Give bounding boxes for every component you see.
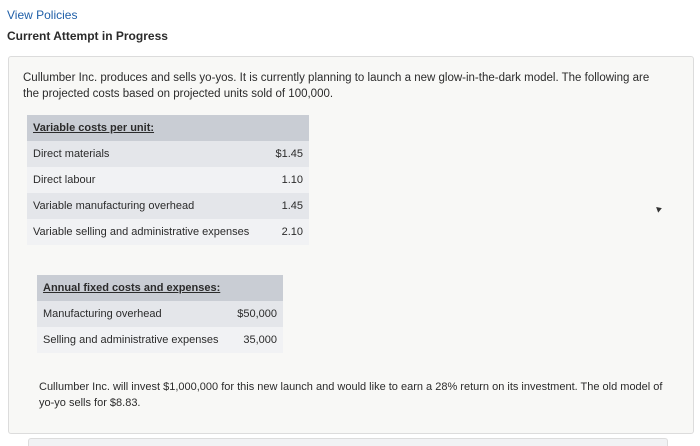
question-closing: Cullumber Inc. will invest $1,000,000 for this new launch and would like to earn a 28% return on its investment. The old model of yo-yo sells for $8.83. <box>39 381 663 409</box>
cursor-arrow-icon <box>656 205 663 212</box>
row-value: $1.45 <box>267 141 309 167</box>
row-label: Direct materials <box>27 141 267 167</box>
table-header-row <box>27 115 309 141</box>
row-value: 1.10 <box>267 167 309 193</box>
question-card <box>8 56 694 434</box>
row-value: 1.45 <box>267 193 309 219</box>
table-row <box>37 301 283 327</box>
page-header <box>0 0 700 50</box>
next-section-edge <box>28 438 668 446</box>
row-label: Selling and administrative expenses <box>37 327 230 353</box>
row-label: Variable manufacturing overhead <box>27 193 267 219</box>
table-header-row <box>37 275 283 301</box>
table-row <box>27 167 309 193</box>
question-intro: Cullumber Inc. produces and sells yo-yos. It is currently planning to launch a new glow-in-the-dark model. The following are the projected costs based on projected units sold of 100,000. <box>23 72 650 100</box>
fixed-costs-table <box>37 275 283 353</box>
fixed-costs-heading: Annual fixed costs and expenses: <box>37 275 283 301</box>
table-row <box>27 219 309 245</box>
attempt-title: Current Attempt in Progress <box>7 29 168 43</box>
variable-costs-heading: Variable costs per unit: <box>27 115 309 141</box>
view-policies-link[interactable]: View Policies <box>7 8 78 22</box>
table-row <box>27 141 309 167</box>
row-value: 35,000 <box>230 327 283 353</box>
row-label: Direct labour <box>27 167 267 193</box>
row-label: Variable selling and administrative expenses <box>27 219 267 245</box>
table-row <box>37 327 283 353</box>
row-value: $50,000 <box>230 301 283 327</box>
table-row <box>27 193 309 219</box>
row-label: Manufacturing overhead <box>37 301 230 327</box>
row-value: 2.10 <box>267 219 309 245</box>
variable-costs-table <box>27 115 309 245</box>
